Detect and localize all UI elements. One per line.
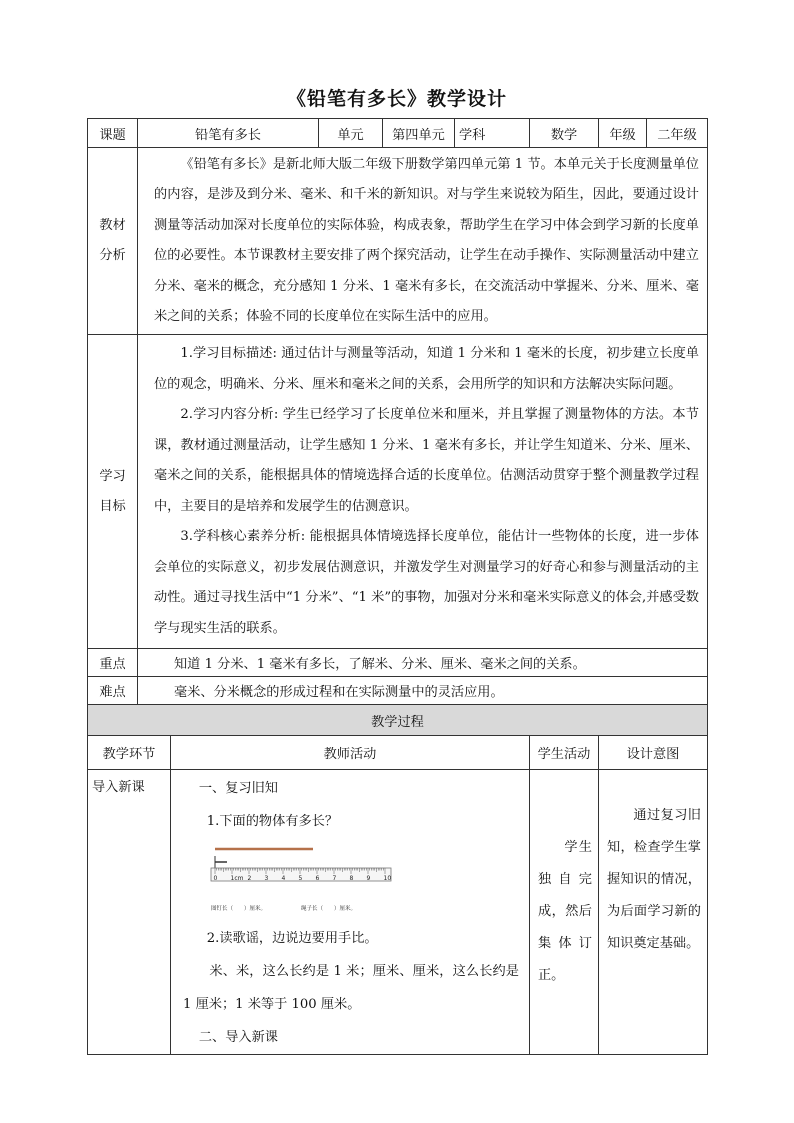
col-stage: 教学环节 (88, 736, 171, 770)
process-columns-row (88, 736, 708, 770)
ruler-caption-1: 图钉长（ ）厘米。 (211, 906, 267, 912)
process-content-row (88, 770, 708, 1055)
goals-label: 学习 目标 (88, 335, 138, 649)
lesson-plan-table (87, 118, 708, 1055)
subject-label: 学科 (455, 119, 530, 148)
stage-cell (88, 770, 171, 1055)
intent-cell (599, 770, 708, 1055)
question-1: 1.下面的物体有多长？ (206, 814, 339, 829)
goal-paragraph-1: 1.学习目标描述: 通过估计与测量等活动，知道 1 分米和 1 毫米的长度，初步建立长度单位的观念，明确米、分米、厘米和毫米之间的关系，会用所学的知识和方法解决实际问题。 (154, 346, 699, 392)
chant-text: 米、米，这么长约是 1 米；厘米、厘米，这么长约是 1 厘米；1 米等于 100 厘米。 (183, 964, 519, 1012)
ruler-tick-label: 3 (264, 875, 269, 882)
col-teacher: 教师活动 (171, 736, 530, 770)
ruler-tick-label: 8 (349, 875, 354, 882)
difficulty-row (88, 677, 708, 705)
ruler-tick-label: 0 (213, 875, 218, 882)
intro-heading: 二、导入新课 (198, 1030, 278, 1045)
goal-paragraph-3: 3.学科核心素养分析: 能根据具体情境选择长度单位，能估计一些物体的长度，进一步体会单位的实际意义，初步发展估测意识，并激发学生对测量学习的好奇心和参与测量活动的主动性。通过寻找生活中“1 分米”、“1 米”的事物，加强对分米和毫米实际意义的体会,并感受数学与现实生活的联系。 (154, 529, 699, 636)
stage-text: 导入新课 (92, 780, 145, 795)
ruler-tick-label: 5 (298, 875, 303, 882)
subject-value: 数学 (530, 119, 599, 148)
ruler-figure (209, 844, 519, 918)
ruler-tick-label: 6 (315, 875, 320, 882)
textbook-text: 《铅笔有多长》是新北师大版二年级下册数学第四单元第 1 节。本单元关于长度测量单位的内容，是涉及到分米、毫米、和千米的新知识。对与学生来说较为陌生，因此，要通过设计测量等活动加深对长度单位的实际体验，构成表象，帮助学生在学习中体会到学习新的长度单位的必要性。本节课教材主要安排了两个探究活动，让学生在动手操作、实际测量活动中建立分米、毫米的概念，充分感知 1 分米、1 毫米有多长，在交流活动中掌握米、分米、厘米、毫米之间的关系；体验不同的长度单位在实际生活中的应用。 (154, 156, 699, 324)
grade-label: 年级 (599, 119, 647, 148)
ruler-tick-label: 7 (332, 875, 337, 882)
ruler-tick-label: 1cm (230, 875, 244, 882)
col-intent: 设计意图 (599, 736, 708, 770)
teacher-cell (171, 770, 530, 1055)
difficulty-label: 难点 (88, 677, 138, 705)
goals-row (88, 335, 708, 649)
process-header-row (88, 705, 708, 736)
ruler-tick-label: 10 (383, 875, 392, 882)
question-2: 2.读歌谣，边说边要用手比。 (206, 931, 378, 946)
textbook-row (88, 148, 708, 335)
key-point-label: 重点 (88, 649, 138, 677)
student-cell (530, 770, 599, 1055)
grade-value: 二年级 (647, 119, 708, 148)
difficulty-text: 毫米、分米概念的形成过程和在实际测量中的灵活应用。 (138, 677, 708, 705)
textbook-label: 教材 分析 (88, 148, 138, 335)
ruler-tick-label: 4 (281, 875, 286, 882)
course-value: 铅笔有多长 (138, 119, 319, 148)
process-header: 教学过程 (88, 705, 708, 736)
ruler-caption-2: 绳子长（ ）厘米。 (301, 906, 357, 912)
unit-value: 第四单元 (383, 119, 455, 148)
course-label: 课题 (88, 119, 138, 148)
unit-label: 单元 (319, 119, 383, 148)
intent-text: 通过复习旧知，检查学生掌握知识的情况，为后面学习新的知识奠定基础。 (607, 808, 701, 951)
goal-paragraph-2: 2.学习内容分析: 学生已经学习了长度单位米和厘米，并且掌握了测量物体的方法。本节课，教材通过测量活动，让学生感知 1 分米、1 毫米有多长，并让学生知道米、分米、厘米、毫米之间的关系，能根据具体的情境选择合适的长度单位。估测活动贯穿于整个测量教学过程中，主要目的是培养和发展学生的估测意识。 (154, 407, 699, 514)
ruler-tick-label: 9 (366, 875, 371, 882)
key-point-row (88, 649, 708, 677)
review-heading: 一、复习旧知 (198, 781, 278, 796)
document-title: 《铅笔有多长》教学设计 (286, 88, 507, 110)
header-row (88, 119, 708, 148)
student-text: 学生独自完成，然后集体订正。 (538, 840, 592, 983)
key-point-text: 知道 1 分米、1 毫米有多长，了解米、分米、厘米、毫米之间的关系。 (138, 649, 708, 677)
col-student: 学生活动 (530, 736, 599, 770)
ruler-tick-label: 2 (247, 875, 252, 882)
ruler-image (209, 844, 399, 914)
